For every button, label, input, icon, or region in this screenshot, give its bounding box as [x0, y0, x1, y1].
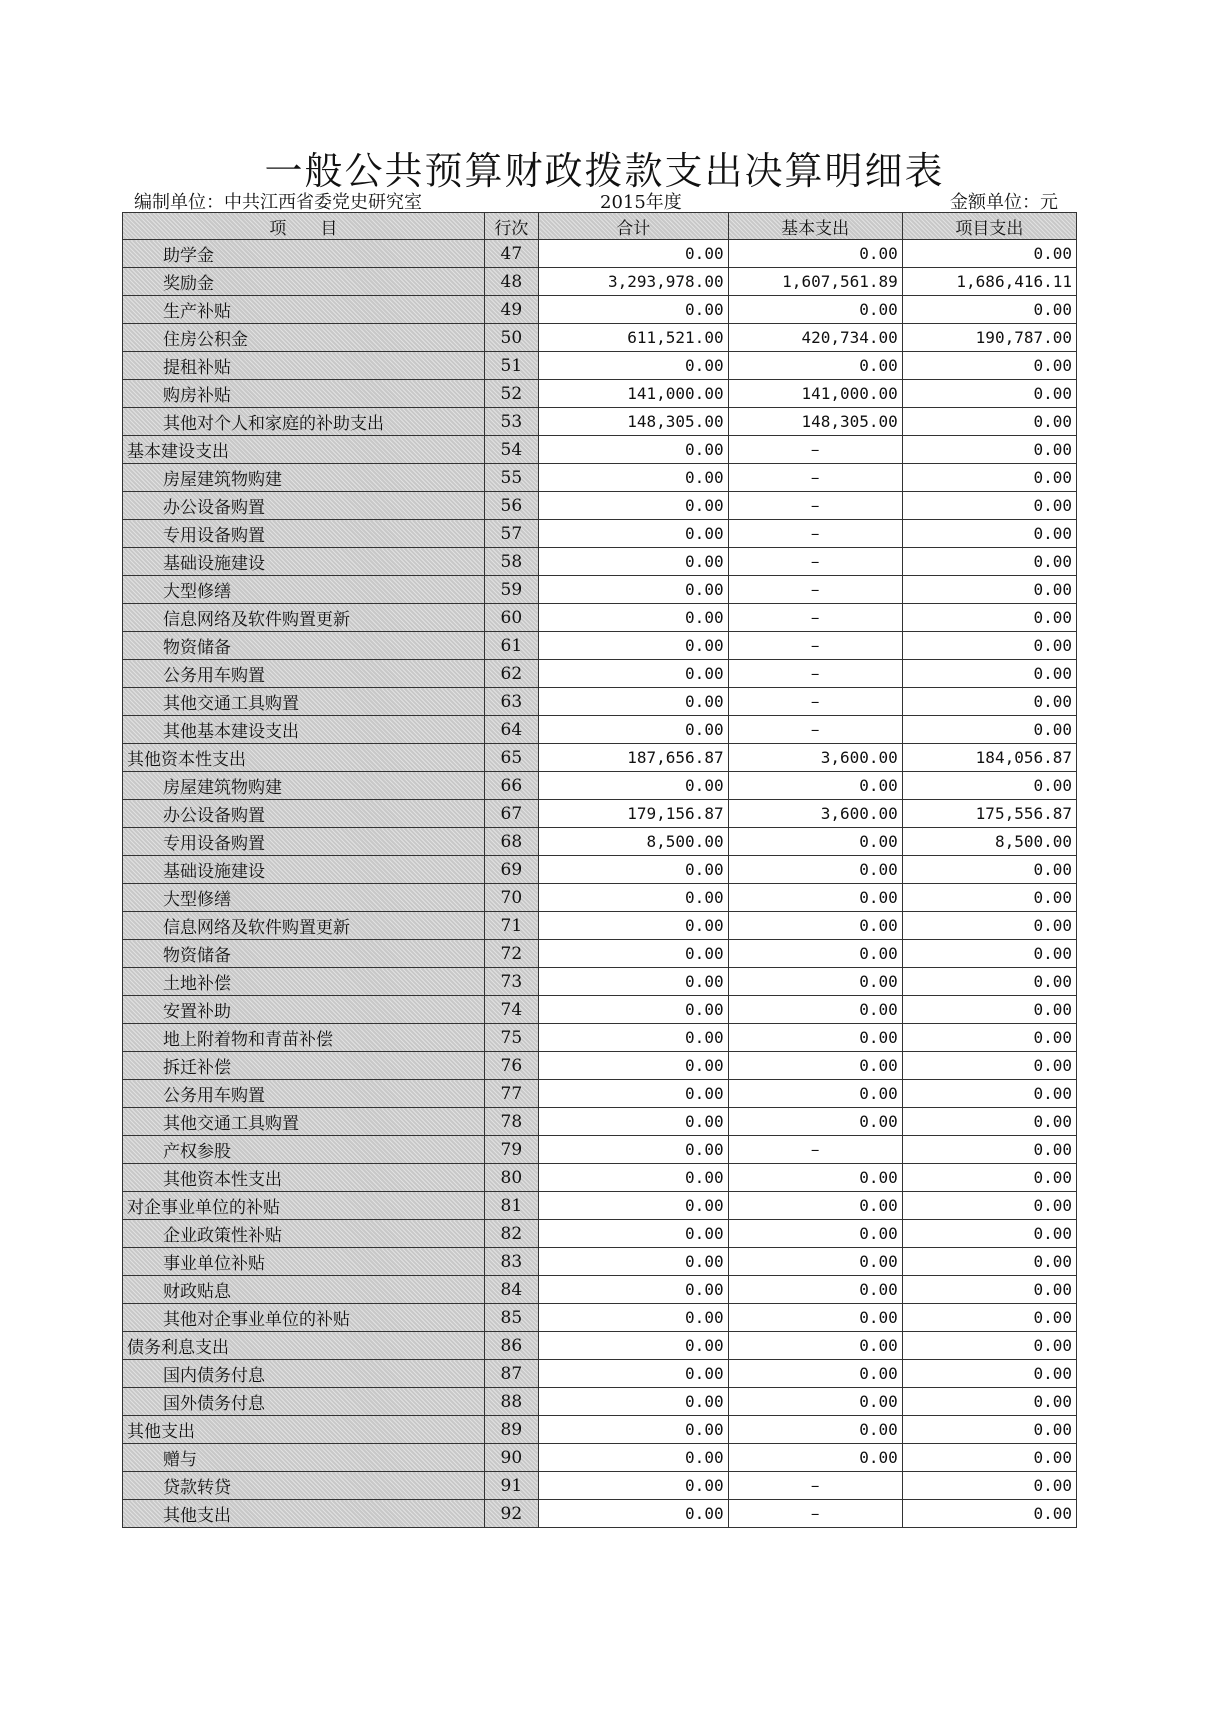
row-project: 0.00: [902, 352, 1076, 380]
row-item-name: 企业政策性补贴: [123, 1220, 485, 1248]
table-row: [123, 576, 1077, 604]
row-item-name: 办公设备购置: [123, 492, 485, 520]
row-basic: 0.00: [728, 1080, 902, 1108]
row-project: 0.00: [902, 380, 1076, 408]
table-row: [123, 856, 1077, 884]
row-basic: 0.00: [728, 1360, 902, 1388]
row-item-name: 对企事业单位的补贴: [123, 1192, 485, 1220]
row-basic: 420,734.00: [728, 324, 902, 352]
row-number: 61: [484, 632, 538, 660]
row-project: 0.00: [902, 1192, 1076, 1220]
row-total: 0.00: [539, 688, 729, 716]
row-project: 0.00: [902, 940, 1076, 968]
row-basic: 0.00: [728, 1304, 902, 1332]
row-number: 86: [484, 1332, 538, 1360]
row-total: 8,500.00: [539, 828, 729, 856]
unit-label: 金额单位：元: [950, 192, 1058, 213]
row-total: 0.00: [539, 576, 729, 604]
table-row: [123, 436, 1077, 464]
row-item-name: 公务用车购置: [123, 660, 485, 688]
row-number: 82: [484, 1220, 538, 1248]
row-project: 1,686,416.11: [902, 268, 1076, 296]
row-number: 49: [484, 296, 538, 324]
row-item-name: 其他支出: [123, 1500, 485, 1528]
row-project: 0.00: [902, 1332, 1076, 1360]
row-basic: 0.00: [728, 940, 902, 968]
row-item-name: 其他交通工具购置: [123, 688, 485, 716]
table-row: [123, 548, 1077, 576]
table-row: [123, 324, 1077, 352]
row-project: 0.00: [902, 1024, 1076, 1052]
row-basic: 0.00: [728, 1388, 902, 1416]
row-item-name: 奖励金: [123, 268, 485, 296]
row-basic: –: [728, 660, 902, 688]
row-item-name: 房屋建筑物购建: [123, 772, 485, 800]
row-item-name: 其他支出: [123, 1416, 485, 1444]
row-project: 175,556.87: [902, 800, 1076, 828]
row-number: 89: [484, 1416, 538, 1444]
header-basic: 基本支出: [728, 213, 902, 240]
row-number: 62: [484, 660, 538, 688]
row-total: 0.00: [539, 1332, 729, 1360]
row-total: 0.00: [539, 352, 729, 380]
row-item-name: 信息网络及软件购置更新: [123, 912, 485, 940]
table-row: [123, 1136, 1077, 1164]
row-number: 88: [484, 1388, 538, 1416]
row-number: 91: [484, 1472, 538, 1500]
row-basic: 1,607,561.89: [728, 268, 902, 296]
row-basic: 0.00: [728, 912, 902, 940]
year-label: 2015年度: [600, 192, 682, 213]
table-row: [123, 1248, 1077, 1276]
row-item-name: 贷款转贷: [123, 1472, 485, 1500]
table-row: [123, 884, 1077, 912]
row-basic: –: [728, 436, 902, 464]
row-number: 90: [484, 1444, 538, 1472]
row-basic: 0.00: [728, 352, 902, 380]
row-item-name: 助学金: [123, 240, 485, 268]
row-basic: –: [728, 688, 902, 716]
row-basic: –: [728, 464, 902, 492]
row-total: 0.00: [539, 716, 729, 744]
table-row: [123, 604, 1077, 632]
row-project: 0.00: [902, 1276, 1076, 1304]
row-total: 0.00: [539, 296, 729, 324]
row-item-name: 基础设施建设: [123, 548, 485, 576]
compiler-label: 编制单位：中共江西省委党史研究室: [134, 192, 422, 213]
row-item-name: 地上附着物和青苗补偿: [123, 1024, 485, 1052]
row-total: 0.00: [539, 968, 729, 996]
row-project: 0.00: [902, 772, 1076, 800]
row-basic: 0.00: [728, 996, 902, 1024]
row-basic: 0.00: [728, 1108, 902, 1136]
row-project: 0.00: [902, 1164, 1076, 1192]
row-total: 0.00: [539, 1416, 729, 1444]
row-number: 85: [484, 1304, 538, 1332]
row-total: 0.00: [539, 1192, 729, 1220]
table-row: [123, 996, 1077, 1024]
table-row: [123, 240, 1077, 268]
expenditure-table: [122, 212, 1077, 1528]
row-basic: 0.00: [728, 296, 902, 324]
row-number: 83: [484, 1248, 538, 1276]
row-item-name: 购房补贴: [123, 380, 485, 408]
row-number: 60: [484, 604, 538, 632]
table-row: [123, 1276, 1077, 1304]
row-item-name: 办公设备购置: [123, 800, 485, 828]
row-number: 53: [484, 408, 538, 436]
row-project: 0.00: [902, 884, 1076, 912]
row-project: 0.00: [902, 1444, 1076, 1472]
row-project: 0.00: [902, 1360, 1076, 1388]
row-number: 81: [484, 1192, 538, 1220]
table-row: [123, 1108, 1077, 1136]
row-basic: –: [728, 716, 902, 744]
row-total: 0.00: [539, 1388, 729, 1416]
row-total: 0.00: [539, 240, 729, 268]
row-project: 0.00: [902, 436, 1076, 464]
row-total: 0.00: [539, 1080, 729, 1108]
row-total: 187,656.87: [539, 744, 729, 772]
row-number: 63: [484, 688, 538, 716]
row-total: 0.00: [539, 1052, 729, 1080]
row-total: 0.00: [539, 1108, 729, 1136]
row-project: 0.00: [902, 520, 1076, 548]
row-item-name: 基础设施建设: [123, 856, 485, 884]
row-project: 0.00: [902, 1248, 1076, 1276]
row-number: 48: [484, 268, 538, 296]
row-basic: 0.00: [728, 828, 902, 856]
header-total: 合计: [539, 213, 729, 240]
row-basic: –: [728, 548, 902, 576]
row-total: 0.00: [539, 940, 729, 968]
page-title: 一般公共预算财政拨款支出决算明细表: [264, 149, 945, 193]
row-number: 52: [484, 380, 538, 408]
row-total: 0.00: [539, 772, 729, 800]
table-row: [123, 716, 1077, 744]
row-project: 0.00: [902, 240, 1076, 268]
row-basic: 0.00: [728, 1164, 902, 1192]
row-number: 50: [484, 324, 538, 352]
row-project: 0.00: [902, 912, 1076, 940]
row-item-name: 其他对个人和家庭的补助支出: [123, 408, 485, 436]
table-row: [123, 940, 1077, 968]
table-row: [123, 1080, 1077, 1108]
table-row: [123, 1192, 1077, 1220]
row-basic: –: [728, 576, 902, 604]
row-basic: –: [728, 632, 902, 660]
row-basic: 0.00: [728, 1276, 902, 1304]
row-item-name: 物资储备: [123, 940, 485, 968]
row-number: 76: [484, 1052, 538, 1080]
row-project: 0.00: [902, 548, 1076, 576]
row-item-name: 信息网络及软件购置更新: [123, 604, 485, 632]
row-item-name: 事业单位补贴: [123, 1248, 485, 1276]
table-row: [123, 688, 1077, 716]
row-project: 0.00: [902, 660, 1076, 688]
row-total: 0.00: [539, 1220, 729, 1248]
row-number: 68: [484, 828, 538, 856]
row-total: 0.00: [539, 492, 729, 520]
row-basic: 0.00: [728, 1332, 902, 1360]
row-basic: 3,600.00: [728, 744, 902, 772]
row-number: 80: [484, 1164, 538, 1192]
table-row: [123, 1024, 1077, 1052]
row-item-name: 生产补贴: [123, 296, 485, 324]
table-row: [123, 772, 1077, 800]
row-total: 0.00: [539, 856, 729, 884]
row-basic: –: [728, 604, 902, 632]
header-item: 项 目: [123, 213, 485, 240]
table-row: [123, 520, 1077, 548]
row-project: 0.00: [902, 576, 1076, 604]
row-total: 0.00: [539, 1472, 729, 1500]
row-project: 0.00: [902, 492, 1076, 520]
row-project: 0.00: [902, 604, 1076, 632]
row-project: 0.00: [902, 968, 1076, 996]
row-item-name: 其他基本建设支出: [123, 716, 485, 744]
table-row: [123, 380, 1077, 408]
row-number: 72: [484, 940, 538, 968]
row-number: 75: [484, 1024, 538, 1052]
row-number: 71: [484, 912, 538, 940]
row-project: 184,056.87: [902, 744, 1076, 772]
table-row: [123, 828, 1077, 856]
row-project: 0.00: [902, 1472, 1076, 1500]
table-row: [123, 1332, 1077, 1360]
row-item-name: 拆迁补偿: [123, 1052, 485, 1080]
table-row: [123, 1444, 1077, 1472]
table-header-row: [123, 213, 1077, 240]
row-item-name: 住房公积金: [123, 324, 485, 352]
row-number: 59: [484, 576, 538, 604]
row-total: 0.00: [539, 884, 729, 912]
table-body: [123, 240, 1077, 1528]
row-item-name: 其他交通工具购置: [123, 1108, 485, 1136]
row-basic: –: [728, 492, 902, 520]
table-row: [123, 744, 1077, 772]
row-item-name: 国内债务付息: [123, 1360, 485, 1388]
row-basic: 141,000.00: [728, 380, 902, 408]
row-project: 0.00: [902, 716, 1076, 744]
row-number: 77: [484, 1080, 538, 1108]
row-number: 92: [484, 1500, 538, 1528]
table-row: [123, 492, 1077, 520]
row-item-name: 提租补贴: [123, 352, 485, 380]
row-basic: –: [728, 520, 902, 548]
row-item-name: 财政贴息: [123, 1276, 485, 1304]
row-total: 0.00: [539, 1024, 729, 1052]
row-number: 70: [484, 884, 538, 912]
row-basic: 3,600.00: [728, 800, 902, 828]
table-row: [123, 912, 1077, 940]
row-total: 0.00: [539, 632, 729, 660]
row-total: 0.00: [539, 660, 729, 688]
row-total: 0.00: [539, 548, 729, 576]
row-project: 0.00: [902, 1080, 1076, 1108]
table-row: [123, 1388, 1077, 1416]
row-project: 0.00: [902, 408, 1076, 436]
header-project: 项目支出: [902, 213, 1076, 240]
row-basic: –: [728, 1500, 902, 1528]
table-row: [123, 1360, 1077, 1388]
row-basic: 0.00: [728, 240, 902, 268]
row-number: 66: [484, 772, 538, 800]
table-row: [123, 1164, 1077, 1192]
table-row: [123, 632, 1077, 660]
table-row: [123, 408, 1077, 436]
row-number: 69: [484, 856, 538, 884]
table-row: [123, 268, 1077, 296]
row-total: 0.00: [539, 1248, 729, 1276]
row-total: 148,305.00: [539, 408, 729, 436]
table-row: [123, 1416, 1077, 1444]
row-item-name: 公务用车购置: [123, 1080, 485, 1108]
row-basic: –: [728, 1136, 902, 1164]
row-total: 3,293,978.00: [539, 268, 729, 296]
header-row-no: 行次: [484, 213, 538, 240]
row-total: 141,000.00: [539, 380, 729, 408]
row-basic: 0.00: [728, 1248, 902, 1276]
row-project: 0.00: [902, 1388, 1076, 1416]
table-row: [123, 464, 1077, 492]
row-number: 84: [484, 1276, 538, 1304]
row-project: 0.00: [902, 996, 1076, 1024]
row-project: 0.00: [902, 632, 1076, 660]
row-basic: 0.00: [728, 1024, 902, 1052]
row-project: 0.00: [902, 1108, 1076, 1136]
row-project: 0.00: [902, 1416, 1076, 1444]
table-row: [123, 352, 1077, 380]
row-basic: 0.00: [728, 968, 902, 996]
row-item-name: 大型修缮: [123, 884, 485, 912]
row-project: 0.00: [902, 856, 1076, 884]
row-number: 65: [484, 744, 538, 772]
row-number: 54: [484, 436, 538, 464]
row-total: 0.00: [539, 1276, 729, 1304]
row-basic: 0.00: [728, 884, 902, 912]
table-row: [123, 1304, 1077, 1332]
row-basic: 0.00: [728, 772, 902, 800]
row-project: 0.00: [902, 1052, 1076, 1080]
row-project: 190,787.00: [902, 324, 1076, 352]
row-item-name: 专用设备购置: [123, 520, 485, 548]
table-row: [123, 1472, 1077, 1500]
row-item-name: 赠与: [123, 1444, 485, 1472]
row-number: 64: [484, 716, 538, 744]
row-item-name: 产权参股: [123, 1136, 485, 1164]
row-project: 0.00: [902, 1136, 1076, 1164]
row-item-name: 物资储备: [123, 632, 485, 660]
row-number: 79: [484, 1136, 538, 1164]
row-number: 57: [484, 520, 538, 548]
row-basic: 0.00: [728, 1220, 902, 1248]
row-item-name: 债务利息支出: [123, 1332, 485, 1360]
row-total: 0.00: [539, 996, 729, 1024]
table-row: [123, 800, 1077, 828]
row-item-name: 房屋建筑物购建: [123, 464, 485, 492]
row-number: 73: [484, 968, 538, 996]
row-number: 55: [484, 464, 538, 492]
row-total: 0.00: [539, 1304, 729, 1332]
row-total: 611,521.00: [539, 324, 729, 352]
row-total: 0.00: [539, 604, 729, 632]
table-row: [123, 660, 1077, 688]
row-project: 0.00: [902, 1220, 1076, 1248]
row-number: 51: [484, 352, 538, 380]
row-total: 0.00: [539, 1360, 729, 1388]
row-total: 0.00: [539, 1500, 729, 1528]
table-row: [123, 968, 1077, 996]
row-total: 0.00: [539, 520, 729, 548]
row-basic: 0.00: [728, 1052, 902, 1080]
row-project: 0.00: [902, 296, 1076, 324]
row-item-name: 国外债务付息: [123, 1388, 485, 1416]
row-total: 179,156.87: [539, 800, 729, 828]
table-row: [123, 1220, 1077, 1248]
row-item-name: 其他资本性支出: [123, 1164, 485, 1192]
row-item-name: 大型修缮: [123, 576, 485, 604]
row-basic: 0.00: [728, 856, 902, 884]
row-number: 74: [484, 996, 538, 1024]
table-row: [123, 296, 1077, 324]
row-total: 0.00: [539, 464, 729, 492]
row-number: 58: [484, 548, 538, 576]
row-item-name: 基本建设支出: [123, 436, 485, 464]
row-project: 0.00: [902, 1500, 1076, 1528]
row-basic: –: [728, 1472, 902, 1500]
row-item-name: 安置补助: [123, 996, 485, 1024]
table-row: [123, 1500, 1077, 1528]
row-item-name: 专用设备购置: [123, 828, 485, 856]
row-number: 87: [484, 1360, 538, 1388]
row-total: 0.00: [539, 436, 729, 464]
row-number: 78: [484, 1108, 538, 1136]
row-item-name: 其他资本性支出: [123, 744, 485, 772]
row-total: 0.00: [539, 1444, 729, 1472]
row-number: 67: [484, 800, 538, 828]
row-number: 47: [484, 240, 538, 268]
row-total: 0.00: [539, 912, 729, 940]
row-basic: 0.00: [728, 1192, 902, 1220]
row-project: 0.00: [902, 1304, 1076, 1332]
row-project: 0.00: [902, 464, 1076, 492]
row-total: 0.00: [539, 1136, 729, 1164]
row-project: 0.00: [902, 688, 1076, 716]
row-project: 8,500.00: [902, 828, 1076, 856]
row-item-name: 其他对企事业单位的补贴: [123, 1304, 485, 1332]
row-number: 56: [484, 492, 538, 520]
row-total: 0.00: [539, 1164, 729, 1192]
row-basic: 0.00: [728, 1416, 902, 1444]
table-row: [123, 1052, 1077, 1080]
row-basic: 148,305.00: [728, 408, 902, 436]
row-basic: 0.00: [728, 1444, 902, 1472]
row-item-name: 土地补偿: [123, 968, 485, 996]
